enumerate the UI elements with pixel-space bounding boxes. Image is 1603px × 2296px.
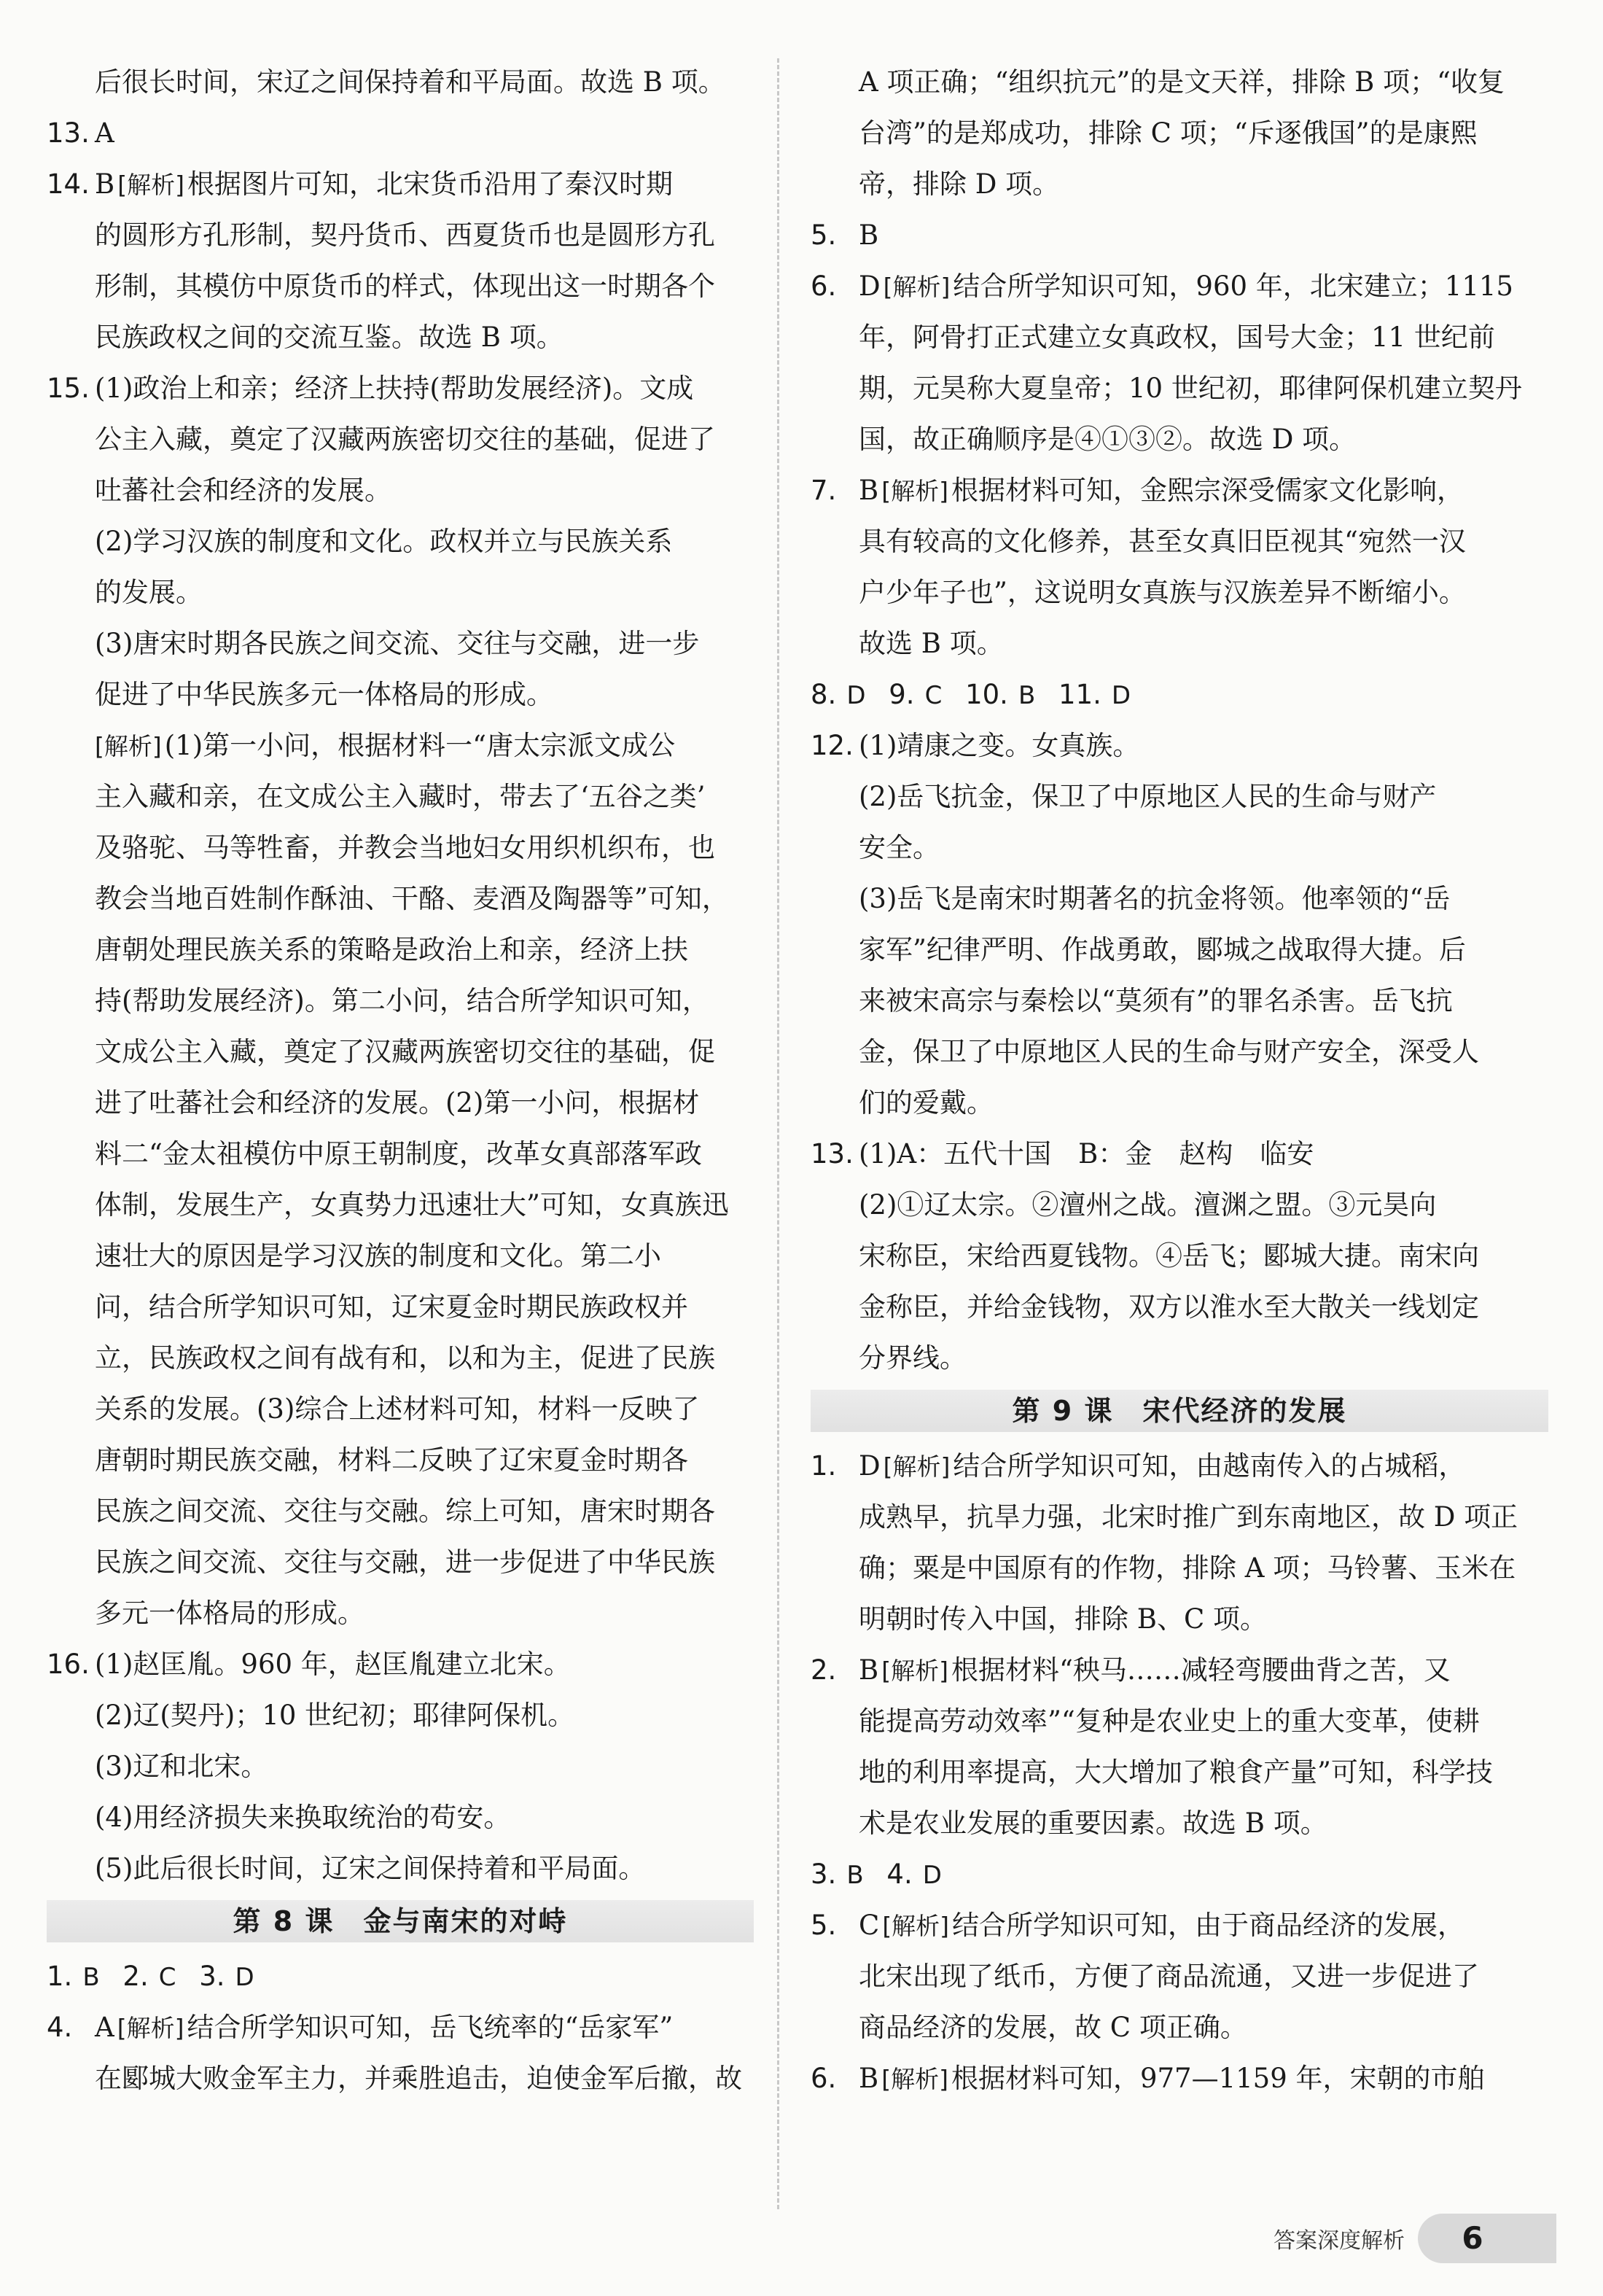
text-line: (2)辽(契丹)；10 世纪初；耶律阿保机。 — [95, 1700, 575, 1731]
question-number: 1. — [811, 1450, 837, 1482]
answer-letter: B — [846, 1861, 864, 1890]
answer-13 — [811, 1129, 1548, 1180]
text-line: (4)用经济损失来换取统治的苟安。 — [95, 1802, 511, 1833]
text-line: 国，故正确顺序是④①③②。故选 D 项。 — [859, 424, 1357, 455]
text-line: 吐蕃社会和经济的发展。 — [95, 475, 391, 506]
text-line: 问，结合所学知识可知，辽宋夏金时期民族政权并 — [95, 1291, 688, 1323]
analysis-tag: [解析] — [883, 273, 951, 301]
text-line: (1)赵匡胤。960 年，赵匡胤建立北宋。 — [95, 1649, 571, 1680]
answer-16 — [47, 1639, 754, 1690]
brief-answer — [1058, 669, 1131, 720]
text-line: 结合所学知识可知，岳飞统率的“岳家军” — [187, 2012, 674, 2043]
answer-12 — [811, 720, 1548, 771]
text-line: 促进了中华民族多元一体格局的形成。 — [95, 679, 553, 710]
question-number: 6. — [811, 271, 837, 302]
text-line: 民族之间交流、交往与交融，进一步促进了中华民族 — [95, 1546, 715, 1578]
answer-s3-s4 — [811, 1849, 1548, 1900]
answer-letter: C — [859, 1910, 880, 1941]
text-line: 户少年子也”，这说明女真族与汉族差异不断缩小。 — [859, 577, 1466, 608]
page-footer — [1274, 2213, 1556, 2264]
text-line: A 项正确；“组织抗元”的是文天祥，排除 B 项；“收复 — [859, 66, 1505, 98]
text-line: 家军”纪律严明、作战勇敢，郾城之战取得大捷。后 — [859, 934, 1466, 965]
question-number: 1. — [47, 1961, 73, 1992]
text-line: 唐朝时期民族交融，材料二反映了辽宋夏金时期各 — [95, 1444, 688, 1476]
question-number: 5. — [811, 219, 837, 251]
text-line: 在郾城大败金军主力，并乘胜追击，迫使金军后撤，故 — [95, 2063, 742, 2094]
answer-s6 — [811, 2053, 1548, 2104]
answer-5 — [811, 210, 1548, 261]
analysis-tag: [解析] — [883, 1452, 951, 1481]
text-line: 形制，其模仿中原货币的样式，体现出这一时期各个 — [95, 271, 715, 302]
analysis-tag: [解析] — [881, 1657, 948, 1685]
footer-label: 答案深度解析 — [1274, 2228, 1405, 2254]
text-line: 明朝时传入中国，排除 B、C 项。 — [859, 1603, 1268, 1635]
text-line: 关系的发展。(3)综合上述材料可知，材料一反映了 — [95, 1393, 700, 1425]
question-number: 3. — [199, 1961, 225, 1992]
text-line: 结合所学知识可知，由于商品经济的发展， — [952, 1910, 1465, 1941]
answer-letter: D — [1111, 681, 1131, 710]
question-number: 15. — [47, 373, 90, 404]
brief-answer — [811, 669, 866, 720]
text-line: 帝，排除 D 项。 — [859, 168, 1060, 200]
analysis-tag: [解析] — [881, 2065, 948, 2093]
question-number: 12. — [811, 730, 854, 761]
text-line: 体制，发展生产，女真势力迅速壮大”可知，女真族迅 — [95, 1189, 729, 1221]
text-line: 公主入藏，奠定了汉藏两族密切交往的基础，促进了 — [95, 424, 715, 455]
text-line: 结合所学知识可知，960 年，北宋建立；1115 — [953, 271, 1513, 302]
question-number: 13. — [811, 1138, 854, 1170]
text-line: 料二“金太祖模仿中原王朝制度，改革女真部落军政 — [95, 1138, 702, 1170]
question-number: 3. — [811, 1859, 837, 1890]
brief-answer — [886, 1849, 942, 1900]
answer-s1 — [811, 1441, 1548, 1492]
answer-letter: C — [158, 1963, 176, 1992]
text-line: 持(帮助发展经济)。第二小问，结合所学知识可知， — [95, 985, 709, 1016]
text-line: 商品经济的发展，故 C 项正确。 — [859, 2012, 1247, 2043]
text-line: (3)唐宋时期各民族之间交流、交往与交融，进一步 — [95, 628, 700, 659]
question-number: 16. — [47, 1649, 90, 1680]
text-line: 立，民族政权之间有战有和，以和为主，促进了民族 — [95, 1342, 715, 1374]
page-number: 6 — [1418, 2214, 1556, 2263]
answer-letter: B — [859, 2063, 879, 2094]
text-line: 进了吐蕃社会和经济的发展。(2)第一小问，根据材 — [95, 1087, 700, 1118]
analysis-line — [47, 720, 754, 771]
answer-1-3 — [47, 1951, 754, 2002]
brief-answer — [889, 669, 942, 720]
text-line: 期，元昊称大夏皇帝；10 世纪初，耶律阿保机建立契丹 — [859, 373, 1522, 404]
answer-letter: A — [95, 117, 114, 149]
text-line: 根据材料可知，金熙宗深受儒家文化影响， — [951, 475, 1464, 506]
question-number: 14. — [47, 168, 90, 200]
text-line: 来被宋高宗与秦桧以“莫须有”的罪名杀害。岳飞抗 — [859, 985, 1453, 1016]
answer-13 — [47, 108, 754, 159]
brief-answer — [199, 1951, 254, 2002]
question-number: 4. — [47, 2012, 73, 2043]
text-line: 多元一体格局的形成。 — [95, 1598, 364, 1629]
question-number: 6. — [811, 2063, 837, 2094]
text-line: (3)辽和北宋。 — [95, 1751, 268, 1782]
column-divider — [777, 58, 779, 2209]
answer-letter: D — [922, 1861, 942, 1890]
text-line: 根据材料“秧马……减轻弯腰曲背之苦，又 — [951, 1654, 1451, 1686]
answer-letter: B — [95, 168, 115, 200]
text-line: 具有较高的文化修养，甚至女真旧臣视其“宛然一汉 — [859, 526, 1466, 557]
text-line: (1)政治上和亲；经济上扶持(帮助发展经济)。文成 — [95, 373, 694, 404]
text-line: 的圆形方孔形制，契丹货币、西夏货币也是圆形方孔 — [95, 219, 715, 251]
text-line: 宋称臣，宋给西夏钱物。④岳飞；郾城大捷。南宋向 — [859, 1240, 1479, 1272]
text-line: 确；粟是中国原有的作物，排除 A 项；马铃薯、玉米在 — [859, 1552, 1516, 1584]
text-line: 根据图片可知，北宋货币沿用了秦汉时期 — [187, 168, 673, 200]
brief-answer — [122, 1951, 176, 2002]
question-number: 10. — [965, 679, 1008, 710]
left-column — [47, 57, 754, 2104]
text-line: 地的利用率提高，大大增加了粮食产量”可知，科学技 — [859, 1756, 1493, 1788]
answer-letter: B — [82, 1963, 100, 1992]
text-line: 唐朝处理民族关系的策略是政治上和亲，经济上扶 — [95, 934, 688, 965]
text-line: 分界线。 — [859, 1342, 967, 1374]
question-number: 2. — [122, 1961, 149, 1992]
text-line: 结合所学知识可知，由越南传入的占城稻， — [953, 1450, 1466, 1482]
answer-letter: A — [95, 2012, 114, 2043]
question-number: 2. — [811, 1654, 837, 1686]
text-line: 台湾”的是郑成功，排除 C 项；“斥逐俄国”的是康熙 — [859, 117, 1478, 149]
text-line: 成熟早，抗旱力强，北宋时推广到东南地区，故 D 项正 — [859, 1501, 1518, 1533]
answer-letter: B — [859, 475, 879, 506]
text-line: 教会当地百姓制作酥油、干酪、麦酒及陶器等”可知， — [95, 883, 729, 914]
text-line: 根据材料可知，977—1159 年，宋朝的市舶 — [951, 2063, 1485, 2094]
answer-letter: B — [859, 1654, 879, 1686]
question-number: 5. — [811, 1910, 837, 1941]
answer-letter: B — [1018, 681, 1036, 710]
text-line: 民族政权之间的交流互鉴。故选 B 项。 — [95, 322, 563, 353]
brief-answer — [965, 669, 1035, 720]
answer-letter: B — [859, 219, 879, 251]
answer-letter: D — [859, 271, 881, 302]
text-line: (3)岳飞是南宋时期著名的抗金将领。他率领的“岳 — [859, 883, 1451, 914]
answer-letter: D — [846, 681, 866, 710]
answer-4 — [47, 2002, 754, 2053]
text-line: 们的爱戴。 — [859, 1087, 994, 1118]
answer-6 — [811, 261, 1548, 312]
question-number: 9. — [889, 679, 915, 710]
text-line: (2)岳飞抗金，保卫了中原地区人民的生命与财产 — [859, 781, 1437, 812]
analysis-tag: [解析] — [117, 171, 184, 199]
text-line: 安全。 — [859, 832, 940, 863]
text-line: 文成公主入藏，奠定了汉藏两族密切交往的基础，促 — [95, 1036, 715, 1067]
answer-letter: D — [859, 1450, 881, 1482]
text-line: 金称臣，并给金钱物，双方以淮水至大散关一线划定 — [859, 1291, 1479, 1323]
question-number: 8. — [811, 679, 837, 710]
text-line: 及骆驼、马等牲畜，并教会当地妇女用织机织布，也 — [95, 832, 715, 863]
brief-answer — [811, 1849, 864, 1900]
brief-answer — [47, 1951, 100, 2002]
text-line: (2)学习汉族的制度和文化。政权并立与民族关系 — [95, 526, 673, 557]
answer-8-11 — [811, 669, 1548, 720]
question-number: 7. — [811, 475, 837, 506]
text-line: 的发展。 — [95, 577, 203, 608]
text-line: 民族之间交流、交往与交融。综上可知，唐宋时期各 — [95, 1495, 715, 1527]
text-line: (1)A：五代十国 B：金 赵构 临安 — [859, 1138, 1314, 1170]
answer-s5 — [811, 1900, 1548, 1951]
text-line: 故选 B 项。 — [859, 628, 1004, 659]
text-line: (5)此后很长时间，辽宋之间保持着和平局面。 — [95, 1853, 646, 1884]
text-line: (1)靖康之变。女真族。 — [859, 730, 1140, 761]
text-line: (2)①辽太宗。②澶州之战。澶渊之盟。③元昊向 — [859, 1189, 1437, 1221]
answer-letter: D — [235, 1963, 254, 1992]
text-line: 能提高劳动效率”“复种是农业史上的重大变革，使耕 — [859, 1705, 1480, 1737]
text-line: 后很长时间，宋辽之间保持着和平局面。故选 B 项。 — [95, 66, 725, 98]
section-heading: 第 8 课 金与南宋的对峙 — [47, 1900, 754, 1942]
section-heading: 第 9 课 宋代经济的发展 — [811, 1390, 1548, 1432]
analysis-tag: [解析] — [95, 732, 162, 760]
analysis-tag: [解析] — [882, 1912, 950, 1940]
text-line: 年，阿骨打正式建立女真政权，国号大金；11 世纪前 — [859, 322, 1495, 353]
question-number: 4. — [886, 1859, 913, 1890]
answer-s2 — [811, 1645, 1548, 1696]
answer-15 — [47, 363, 754, 414]
question-number: 13. — [47, 117, 90, 149]
text-line: 速壮大的原因是学习汉族的制度和文化。第二小 — [95, 1240, 661, 1272]
answer-14 — [47, 159, 754, 210]
right-column — [811, 57, 1548, 2104]
text-line: 术是农业发展的重要因素。故选 B 项。 — [859, 1807, 1327, 1839]
text-line: 主入藏和亲，在文成公主入藏时，带去了‘五谷之类’ — [95, 781, 706, 812]
analysis-tag: [解析] — [881, 477, 948, 505]
analysis-tag: [解析] — [117, 2014, 184, 2042]
answer-7 — [811, 465, 1548, 516]
question-number: 11. — [1058, 679, 1101, 710]
answer-letter: C — [924, 681, 943, 710]
text-line: 金，保卫了中原地区人民的生命与财产安全，深受人 — [859, 1036, 1479, 1067]
text-line: (1)第一小问，根据材料一“唐太宗派文成公 — [164, 730, 676, 761]
text-line: 北宋出现了纸币，方便了商品流通，又进一步促进了 — [859, 1961, 1479, 1992]
